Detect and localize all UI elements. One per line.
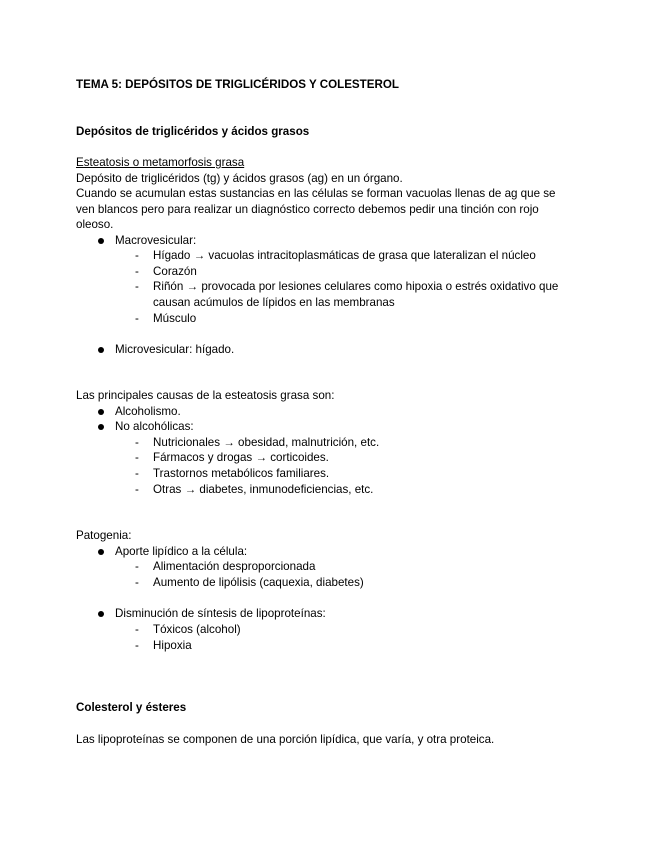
list-item-alcoholism: Alcoholismo. (115, 405, 181, 418)
dash-icon: - (135, 623, 139, 636)
bullet-icon (98, 611, 104, 617)
sublist-item: Riñón → provocada por lesiones celulares como hipoxia o estrés oxidativo que (153, 280, 559, 293)
paragraph-line: ven blancos pero para realizar un diagnóstico correcto debemos pedir una tinción con rojo (76, 203, 539, 216)
bullet-icon (98, 347, 104, 353)
sublist-item: Tóxicos (alcohol) (153, 623, 241, 636)
sublist-item: Músculo (153, 312, 197, 325)
causes-intro: Las principales causas de la esteatosis grasa son: (76, 389, 335, 402)
dash-icon: - (135, 280, 139, 293)
bullet-icon (98, 409, 104, 415)
sublist-item: Corazón (153, 265, 197, 278)
sublist-item: Hipoxia (153, 639, 192, 652)
list-item-lipid-supply: Aporte lipídico a la célula: (115, 545, 248, 558)
dash-icon: - (135, 436, 139, 449)
dash-icon: - (135, 639, 139, 652)
sublist-item: Fármacos y drogas → corticoides. (153, 451, 329, 464)
sublist-item: Alimentación desproporcionada (153, 560, 316, 573)
section-heading-triglycerides: Depósitos de triglicéridos y ácidos grasos (76, 125, 310, 138)
paragraph-definition: Depósito de triglicéridos (tg) y ácidos grasos (ag) en un órgano. (76, 172, 403, 185)
section-heading-cholesterol: Colesterol y ésteres (76, 701, 187, 714)
document-title: TEMA 5: DEPÓSITOS DE TRIGLICÉRIDOS Y COLESTEROL (76, 78, 399, 91)
paragraph-line: Cuando se acumulan estas sustancias en las células se forman vacuolas llenas de ag que se (76, 187, 556, 200)
sublist-item: Hígado → vacuolas intracitoplasmáticas de grasa que lateralizan el núcleo (153, 249, 536, 262)
pathogenesis-intro: Patogenia: (76, 529, 132, 542)
list-item-non-alcoholic: No alcohólicas: (115, 420, 194, 433)
paragraph-lipoproteins: Las lipoproteínas se componen de una porción lipídica, que varía, y otra proteica. (76, 733, 495, 746)
subheading-steatosis: Esteatosis o metamorfosis grasa (76, 156, 245, 169)
dash-icon: - (135, 560, 139, 573)
dash-icon: - (135, 265, 139, 278)
dash-icon: - (135, 576, 139, 589)
list-item-lipoprotein-synthesis: Disminución de síntesis de lipoproteínas: (115, 607, 326, 620)
sublist-item: Nutricionales → obesidad, malnutrición, etc. (153, 436, 380, 449)
list-item-macrovesicular: Macrovesicular: (115, 234, 197, 247)
dash-icon: - (135, 451, 139, 464)
list-item-microvesicular: Microvesicular: hígado. (115, 343, 235, 356)
sublist-item: Trastornos metabólicos familiares. (153, 467, 330, 480)
bullet-icon (98, 424, 104, 430)
dash-icon: - (135, 467, 139, 480)
bullet-icon (98, 238, 104, 244)
sublist-item-continuation: causan acúmulos de lípidos en las membranas (153, 296, 395, 309)
dash-icon: - (135, 249, 139, 262)
sublist-item: Aumento de lipólisis (caquexia, diabetes) (153, 576, 364, 589)
dash-icon: - (135, 483, 139, 496)
bullet-icon (98, 549, 104, 555)
sublist-item: Otras → diabetes, inmunodeficiencias, etc. (153, 483, 374, 496)
paragraph-line: oleoso. (76, 218, 114, 231)
dash-icon: - (135, 312, 139, 325)
